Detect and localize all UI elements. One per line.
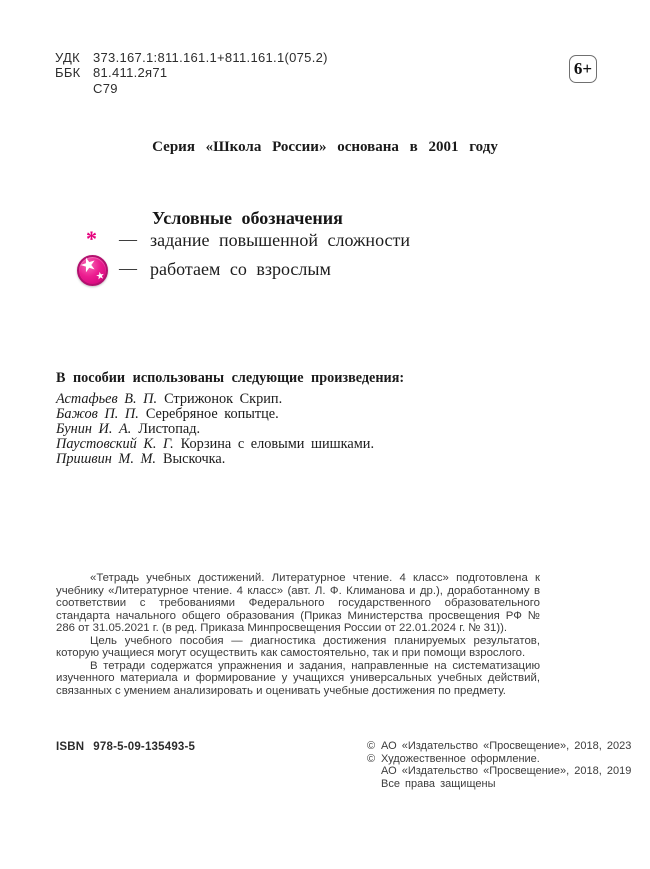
work-title: Листопад.	[138, 420, 201, 437]
bbk-label: ББК	[55, 65, 81, 81]
legend-item-difficulty-label: задание повышенной сложности	[150, 230, 411, 250]
copyright-block	[367, 740, 631, 790]
legend-dash: —	[119, 229, 137, 249]
work-author: Паустовский К. Г.	[56, 435, 174, 452]
series-line: Серия «Школа России» основана в 2001 году	[152, 139, 498, 155]
annotation-paragraph: Цель учебного пособия — диагностика достижения планируемых результатов, которую учащиеся могут осуществить как самостоятельно, так и при помощи взрослого.	[56, 634, 540, 659]
work-author: Бунин И. А.	[56, 420, 132, 437]
author-sign-label	[55, 81, 93, 96]
list-item	[56, 452, 404, 467]
star-icon-small: ★	[95, 270, 106, 283]
work-title: Стрижонок Скрип.	[164, 391, 283, 407]
work-title: Серебряное копытце.	[145, 405, 279, 422]
works-heading: В пособии использованы следующие произведения:	[56, 370, 405, 386]
annotation-paragraph: В тетради содержатся упражнения и задания, направленные на систематизацию изученного материала и формирование у учащихся универсальных учебных действий, связанных с умением анализировать и оценивать учебные достижения по предмету.	[56, 659, 540, 697]
star-icon: ★	[76, 251, 100, 279]
legend-title: Условные обозначения	[152, 208, 343, 228]
legend-dash: —	[119, 258, 137, 278]
copyright-symbol	[367, 778, 381, 791]
work-author: Пришвин М. М.	[56, 450, 156, 467]
author-sign-row	[55, 81, 328, 96]
list-item	[56, 437, 404, 452]
copyright-symbol	[367, 765, 381, 778]
isbn-label: ISBN	[56, 741, 85, 753]
bbk-row	[55, 65, 328, 80]
age-rating-badge: 6+	[569, 55, 597, 83]
list-item	[56, 407, 404, 422]
udk-row	[55, 50, 328, 65]
udk-value: 373.167.1:811.161.1+811.161.1(075.2)	[93, 50, 328, 65]
work-author: Астафьев В. П.	[56, 391, 158, 407]
annotation-paragraph: «Тетрадь учебных достижений. Литературное чтение. 4 класс» подготовлена к учебнику «Литературное чтение. 4 класс» (авт. Л. Ф. Климанова и др.), доработанному в соответствии с требованиями Федерального государственного образовательного стандарта начального общего образования (Приказ Министерства просвещения РФ № 286 от 31.05.2021 г. (в ред. Приказа Минпросвещения России от 22.01.2024 г. № 31)).	[56, 572, 540, 634]
isbn-value: 978-5-09-135493-5	[93, 741, 196, 753]
bbk-value: 81.411.2я71	[93, 65, 168, 81]
work-title: Выскочка.	[162, 450, 226, 467]
list-item	[56, 422, 404, 437]
copyright-symbol: ©	[367, 752, 376, 765]
copyright-line: © Художественное оформление.	[367, 752, 540, 765]
legend-item-adult-label: работаем со взрослым	[150, 259, 331, 279]
copyright-symbol: ©	[367, 740, 376, 752]
annotation-block	[56, 572, 540, 697]
copyright-line: © АО «Издательство «Просвещение», 2018, 2023	[367, 740, 632, 752]
work-author: Бажов П. П.	[56, 405, 139, 422]
udk-label: УДК	[55, 50, 80, 65]
bibliographic-codes	[55, 50, 328, 96]
work-with-adult-icon	[76, 251, 108, 286]
isbn-line	[56, 741, 195, 753]
list-item	[56, 392, 404, 407]
copyright-line: АО «Издательство «Просвещение», 2018, 2019	[367, 765, 631, 778]
works-list	[56, 370, 404, 467]
copyright-line: Все права защищены	[367, 778, 631, 791]
work-title: Корзина с еловыми шишками.	[180, 435, 375, 452]
difficulty-asterisk-icon: *	[86, 226, 97, 251]
author-sign-value: С79	[93, 80, 118, 96]
